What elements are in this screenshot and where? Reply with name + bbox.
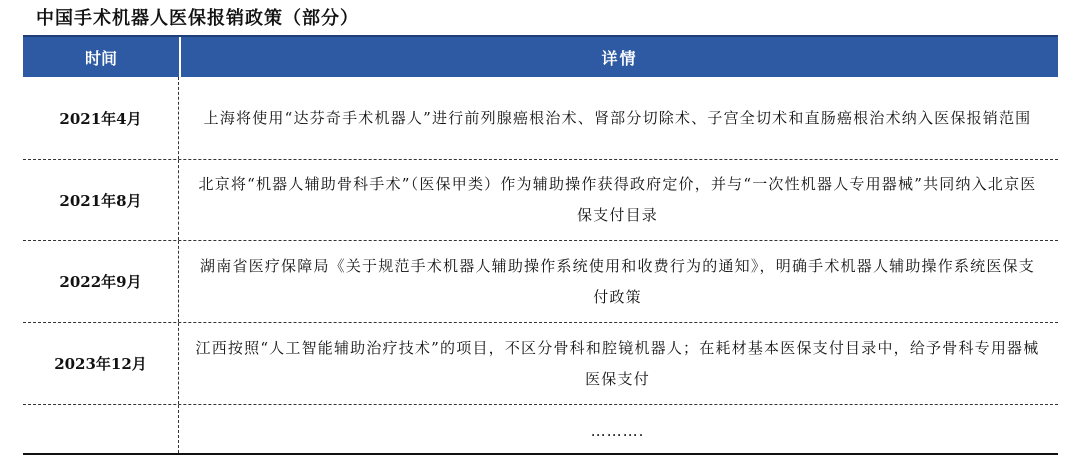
row-date <box>23 405 179 453</box>
policy-table <box>23 35 1058 455</box>
header-time: 时间 <box>23 37 181 77</box>
table-row <box>23 405 1058 455</box>
table-row <box>23 241 1058 323</box>
header-detail: 详情 <box>601 48 638 68</box>
row-date: 2023年12月 <box>23 323 179 404</box>
row-detail: 北京将“机器人辅助骨科手术”（医保甲类）作为辅助操作获得政府定价，并与“一次性机器人专用器械”共同纳入北京医保支付目录 <box>198 175 1037 224</box>
row-detail: 上海将使用“达芬奇手术机器人”进行前列腺癌根治术、肾部分切除术、子宫全切术和直肠癌根治术纳入医保报销范围 <box>203 108 1032 127</box>
page-title: 中国手术机器人医保报销政策（部分） <box>36 8 359 29</box>
row-detail: ………. <box>590 422 645 440</box>
row-detail: 江西按照“人工智能辅助治疗技术”的项目，不区分骨科和腔镜机器人；在耗材基本医保支付目录中，给予骨科专用器械医保支付 <box>195 338 1040 388</box>
table-row <box>23 323 1058 405</box>
table-row <box>23 160 1058 241</box>
table-row <box>23 77 1058 160</box>
row-date: 2021年8月 <box>23 160 179 240</box>
row-date: 2021年4月 <box>23 77 179 159</box>
row-detail: 湖南省医疗保障局《关于规范手术机器人辅助操作系统使用和收费行为的通知》，明确手术机器人辅助操作系统医保支付政策 <box>200 256 1035 306</box>
row-date: 2022年9月 <box>23 241 179 322</box>
table-header <box>23 35 1058 77</box>
